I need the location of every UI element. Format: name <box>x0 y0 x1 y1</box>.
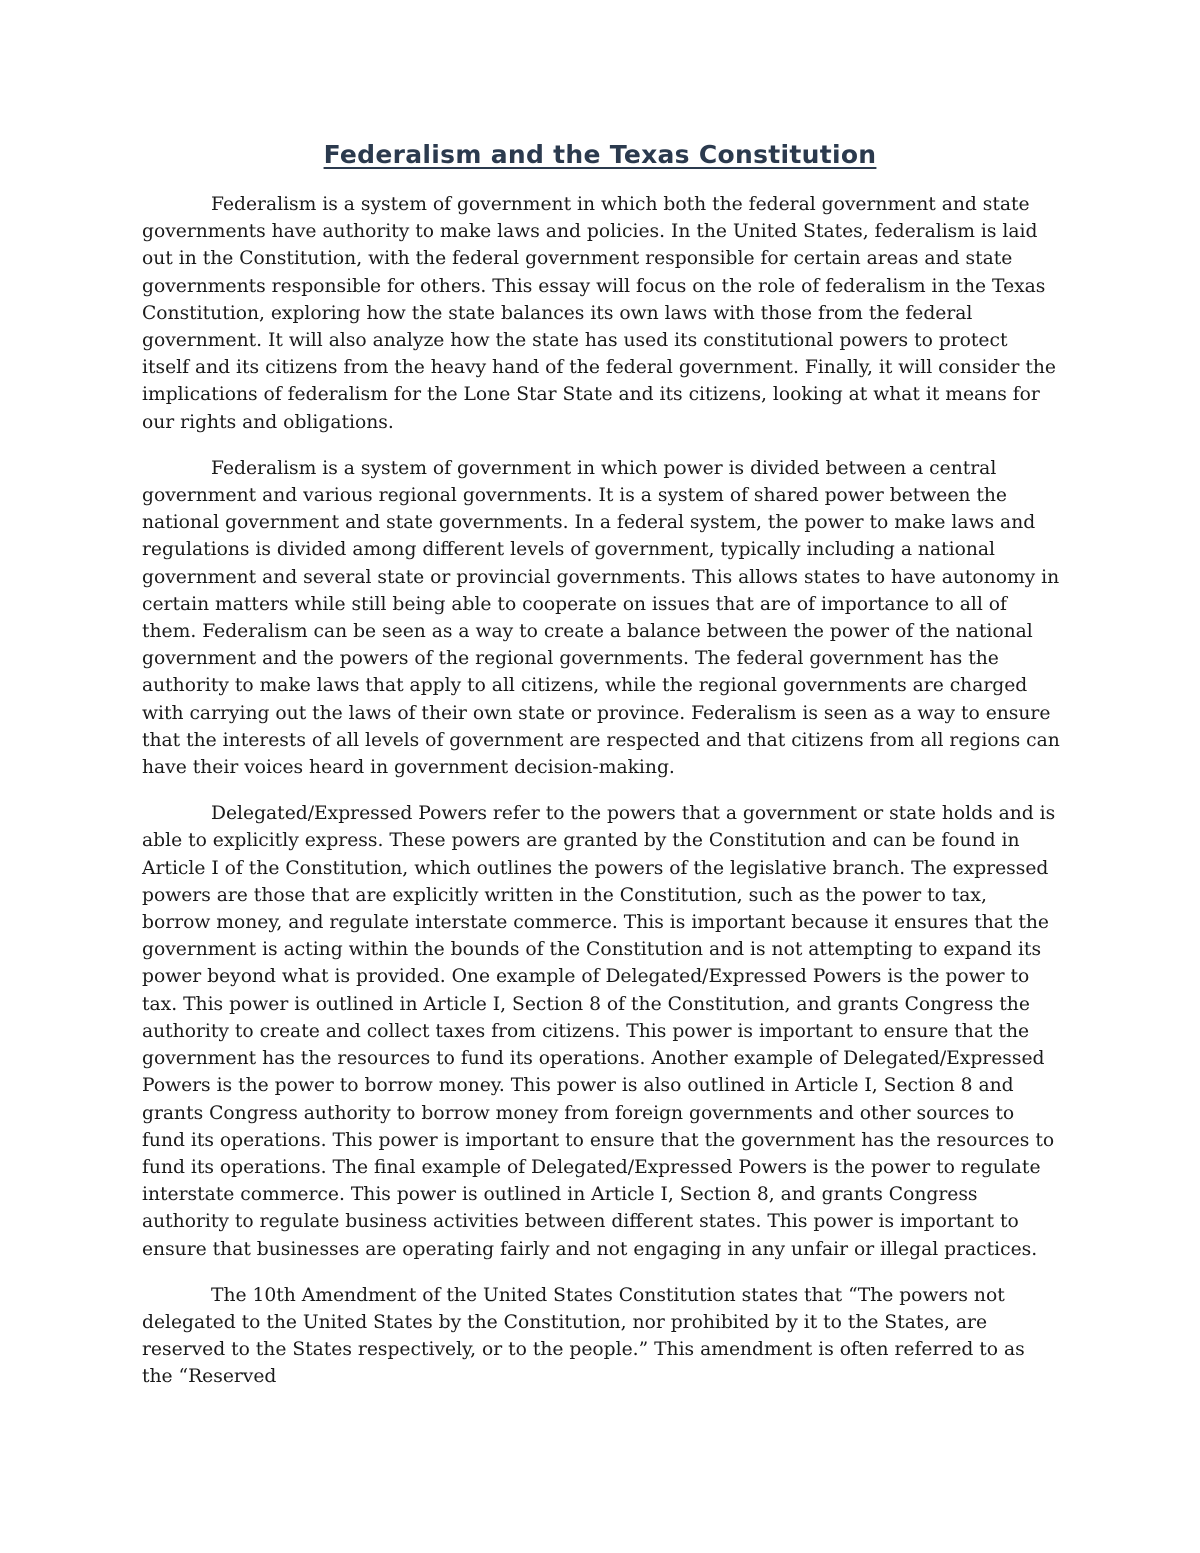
paragraph-intro: Federalism is a system of government in which both the federal government and state governments have authority to make laws and policies. In the United States, federalism is laid out in the Constitution, with the federal government responsible for certain areas and state governments responsible for others. This essay will focus on the role of federalism in the Texas Constitution, exploring how the state balances its own laws with those from the federal government. It will also analyze how the state has used its constitutional powers to protect itself and its citizens from the heavy hand of the federal government. Finally, it will consider the implications of federalism for the Lone Star State and its citizens, looking at what it means for our rights and obligations. <box>142 194 1056 433</box>
paragraph-delegated-powers: Delegated/Expressed Powers refer to the powers that a government or state holds and is able to explicitly express. These powers are granted by the Constitution and can be found in Article I of the Constitution, which outlines the powers of the legislative branch. The expressed powers are those that are explicitly written in the Constitution, such as the power to tax, borrow money, and regulate interstate commerce. This is important because it ensures that the government is acting within the bounds of the Constitution and is not attempting to expand its power beyond what is provided. One example of Delegated/Expressed Powers is the power to tax. This power is outlined in Article I, Section 8 of the Constitution, and grants Congress the authority to create and collect taxes from citizens. This power is important to ensure that the government has the resources to fund its operations. Another example of Delegated/Expressed Powers is the power to borrow money. This power is also outlined in Article I, Section 8 and grants Congress authority to borrow money from foreign governments and other sources to fund its operations. This power is important to ensure that the government has the resources to fund its operations. The final example of Delegated/Expressed Powers is the power to regulate interstate commerce. This power is outlined in Article I, Section 8, and grants Congress authority to regulate business activities between different states. This power is important to ensure that businesses are operating fairly and not engaging in any unfair or illegal practices. <box>142 803 1056 1260</box>
paragraph-federalism-definition: Federalism is a system of government in which power is divided between a central government and various regional governments. It is a system of shared power between the national government and state governments. In a federal system, the power to make laws and regulations is divided among different levels of government, typically including a national government and several state or provincial governments. This allows states to have autonomy in certain matters while still being able to cooperate on issues that are of importance to all of them. Federalism can be seen as a way to create a balance between the power of the national government and the powers of the regional governments. The federal government has the authority to make laws that apply to all citizens, while the regional governments are charged with carrying out the laws of their own state or province. Federalism is seen as a way to ensure that the interests of all levels of government are respected and that citizens from all regions can have their voices heard in government decision-making. <box>142 457 1060 779</box>
paragraph-tenth-amendment: The 10th Amendment of the United States Constitution states that “The powers not delegated to the United States by the Constitution, nor prohibited by it to the States, are reserved to the States respectively, or to the people.” This amendment is often referred to as the “Reserved <box>142 1284 1025 1388</box>
document-title: Federalism and the Texas Constitution <box>323 140 877 169</box>
document-body <box>142 191 1060 1391</box>
